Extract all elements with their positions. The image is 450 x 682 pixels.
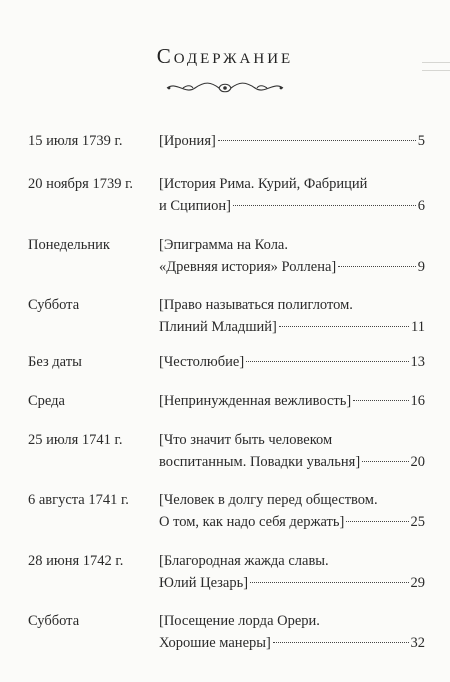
dot-leader: [353, 400, 408, 401]
entry-title: Хорошие манеры]: [159, 635, 271, 651]
entry-date: 6 августа 1741 г.: [28, 492, 129, 508]
entry-date: 15 июля 1739 г.: [28, 133, 123, 149]
dot-leader: [250, 582, 408, 583]
entry-date: Среда: [28, 393, 65, 409]
dot-leader: [362, 461, 408, 462]
entry-title: [Посещение лорда Орери.: [159, 613, 320, 629]
entry-date: Суббота: [28, 297, 80, 313]
entry-page: 25: [410, 514, 425, 530]
entry-title: [Право называться полиглотом.: [159, 297, 353, 313]
decorative-flourish-icon: [163, 79, 287, 97]
entry-date: 28 июня 1742 г.: [28, 553, 124, 569]
entry-title: [Ирония]: [159, 133, 216, 149]
dot-leader: [279, 326, 409, 327]
entry-title: [Что значит быть человеком: [159, 432, 333, 448]
page-edge-shadow: [422, 70, 450, 71]
dot-leader: [233, 205, 416, 206]
entry-title: [Эпиграмма на Кола.: [159, 237, 288, 253]
dot-leader: [338, 266, 416, 267]
entry-title: Юлий Цезарь]: [159, 575, 249, 591]
entry-page: 20: [410, 454, 425, 470]
entry-title: и Сципион]: [159, 198, 231, 214]
entry-title: О том, как надо себя держать]: [159, 514, 345, 530]
entry-date: Суббота: [28, 613, 80, 629]
dot-leader: [246, 361, 408, 362]
entry-page: 9: [417, 259, 425, 275]
entry-page: 32: [410, 635, 425, 651]
entry-title: «Древняя история» Роллена]: [159, 259, 337, 275]
entry-date: 20 ноября 1739 г.: [28, 176, 134, 192]
entry-date: Без даты: [28, 354, 82, 370]
page-edge-shadow: [422, 62, 450, 63]
entry-page: 5: [417, 133, 425, 149]
entry-title: [Благородная жажда славы.: [159, 553, 329, 569]
entry-page: 16: [410, 393, 425, 409]
entry-title: [Честолюбие]: [159, 354, 245, 370]
entry-title: [История Рима. Курий, Фабриций: [159, 176, 368, 192]
entry-page: 6: [417, 198, 425, 214]
entry-page: 11: [411, 319, 425, 335]
page-title: Содержание: [156, 44, 294, 68]
dot-leader: [273, 642, 409, 643]
entry-date: Понедельник: [28, 237, 110, 253]
entry-title: Плиний Младший]: [159, 319, 277, 335]
entry-page: 29: [410, 575, 425, 591]
entry-title: [Непринужденная вежливость]: [159, 393, 352, 409]
entry-title: воспитанным. Повадки увальня]: [159, 454, 361, 470]
entry-title: [Человек в долгу перед обществом.: [159, 492, 378, 508]
dot-leader: [218, 140, 416, 141]
entry-date: 25 июля 1741 г.: [28, 432, 123, 448]
dot-leader: [346, 521, 408, 522]
entry-page: 13: [410, 354, 425, 370]
